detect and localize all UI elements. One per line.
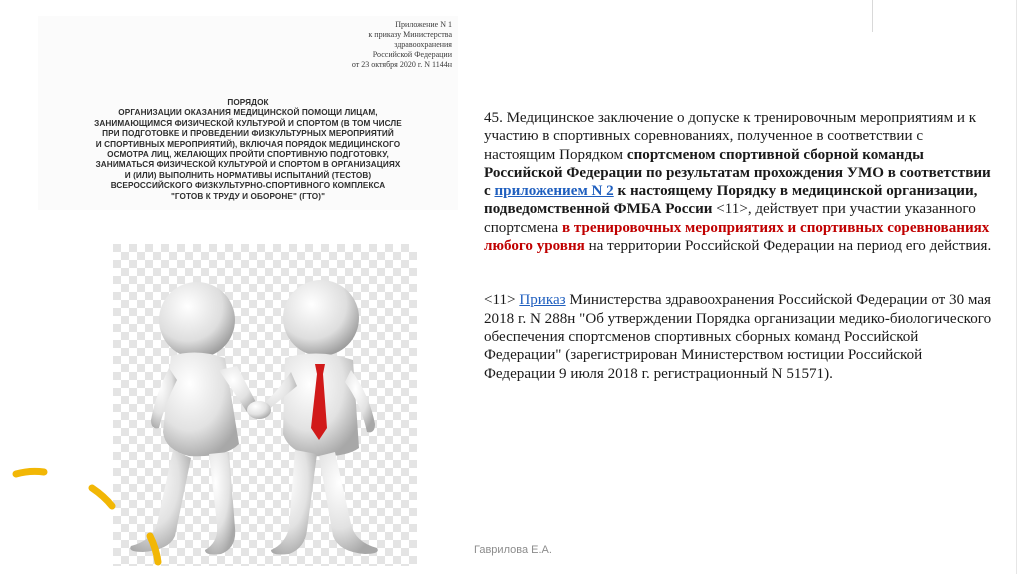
divider [872, 0, 873, 32]
text-span: спортсменом спортивной сборной команды Российской Федерации по результатам прохождения УМО в соответствии с [484, 146, 991, 200]
text-span: <11> [484, 292, 520, 309]
order-title-line: ПРИ ПОДГОТОВКЕ И ПРОВЕДЕНИИ ФИЗКУЛЬТУРНЫХ МЕРОПРИЯТИЙ [102, 129, 394, 139]
order-title-line: И (ИЛИ) ВЫПОЛНИТЬ НОРМАТИВЫ ИСПЫТАНИЙ (ТЕСТОВ) [124, 170, 372, 180]
footnote [484, 291, 994, 382]
appendix-line: здравоохранения [394, 40, 452, 49]
paragraph-45 [484, 109, 994, 255]
order-title-line: "ГОТОВ К ТРУДУ И ОБОРОНЕ" (ГТО)" [170, 191, 326, 201]
order-title-line: И СПОРТИВНЫХ МЕРОПРИЯТИЙ), ВКЛЮЧАЯ ПОРЯДОК МЕДИЦИНСКОГО [95, 139, 401, 149]
order-title-line: ОСМОТРА ЛИЦ, ЖЕЛАЮЩИХ ПРОЙТИ СПОРТИВНУЮ ПОДГОТОВКУ, [107, 150, 389, 160]
order-title-line: ВСЕРОССИЙСКОГО ФИЗКУЛЬТУРНО-СПОРТИВНОГО КОМПЛЕКСА [110, 181, 386, 191]
appendix-line: Российской Федерации [372, 50, 452, 59]
order-title [38, 98, 458, 202]
appendix-line: Приложение N 1 [395, 20, 452, 29]
handshake-icon [247, 401, 271, 419]
author-footer: Гаврилова Е.А. [474, 544, 552, 556]
order-title-line: ОРГАНИЗАЦИИ ОКАЗАНИЯ МЕДИЦИНСКОЙ ПОМОЩИ ЛИЦАМ, [118, 108, 378, 118]
order-title-line: ПОРЯДОК [227, 98, 269, 107]
appendix-line: к приказу Министерства [368, 30, 452, 39]
text-span: <11>, действует при участии указанного спортсмена [484, 201, 976, 236]
orange-dashes-icon [0, 450, 180, 574]
order-title-line: ЗАНИМАЮЩИМСЯ ФИЗИЧЕСКОЙ КУЛЬТУРОЙ И СПОРТОМ (В ТОМ ЧИСЛЕ [94, 118, 402, 128]
text-span: к настоящему Порядку в медицинской организации, подведомственной ФМБА России [484, 183, 978, 218]
appendix-2-link[interactable]: приложением N 2 [494, 183, 614, 200]
appendix-line: от 23 октября 2020 г. N 1144н [351, 60, 452, 69]
highlighted-text: в тренировочных мероприятиях и спортивных соревнованиях любого уровня [484, 219, 990, 255]
appendix-note [292, 20, 452, 70]
text-span: Министерства здравоохранения Российской Федерации от 30 мая 2018 г. N 288н "Об утверждении Порядка организации медико-биологического обеспечения спортсменов спортивных сборных команд Российской Федерации" (зарегистрирован Министерством юстиции Российской Федерации 9 июля 2018 г. регистрационный N 51571). [484, 292, 992, 382]
order-link[interactable]: Приказ [519, 292, 566, 309]
text-span: 45. Медицинское заключение о допуске к тренировочным мероприятиям и к участию в спортивных соревнованиях, полученное в соответствии с настоящим Порядком [484, 110, 977, 163]
divider [1016, 0, 1017, 574]
order-title-line: ЗАНИМАТЬСЯ ФИЗИЧЕСКОЙ КУЛЬТУРОЙ И СПОРТОМ В ОРГАНИЗАЦИЯХ [95, 160, 401, 170]
main-text-block [484, 109, 994, 383]
order-header-image [38, 16, 458, 210]
text-span: на территории Российской Федерации на период его действия. [584, 238, 992, 255]
